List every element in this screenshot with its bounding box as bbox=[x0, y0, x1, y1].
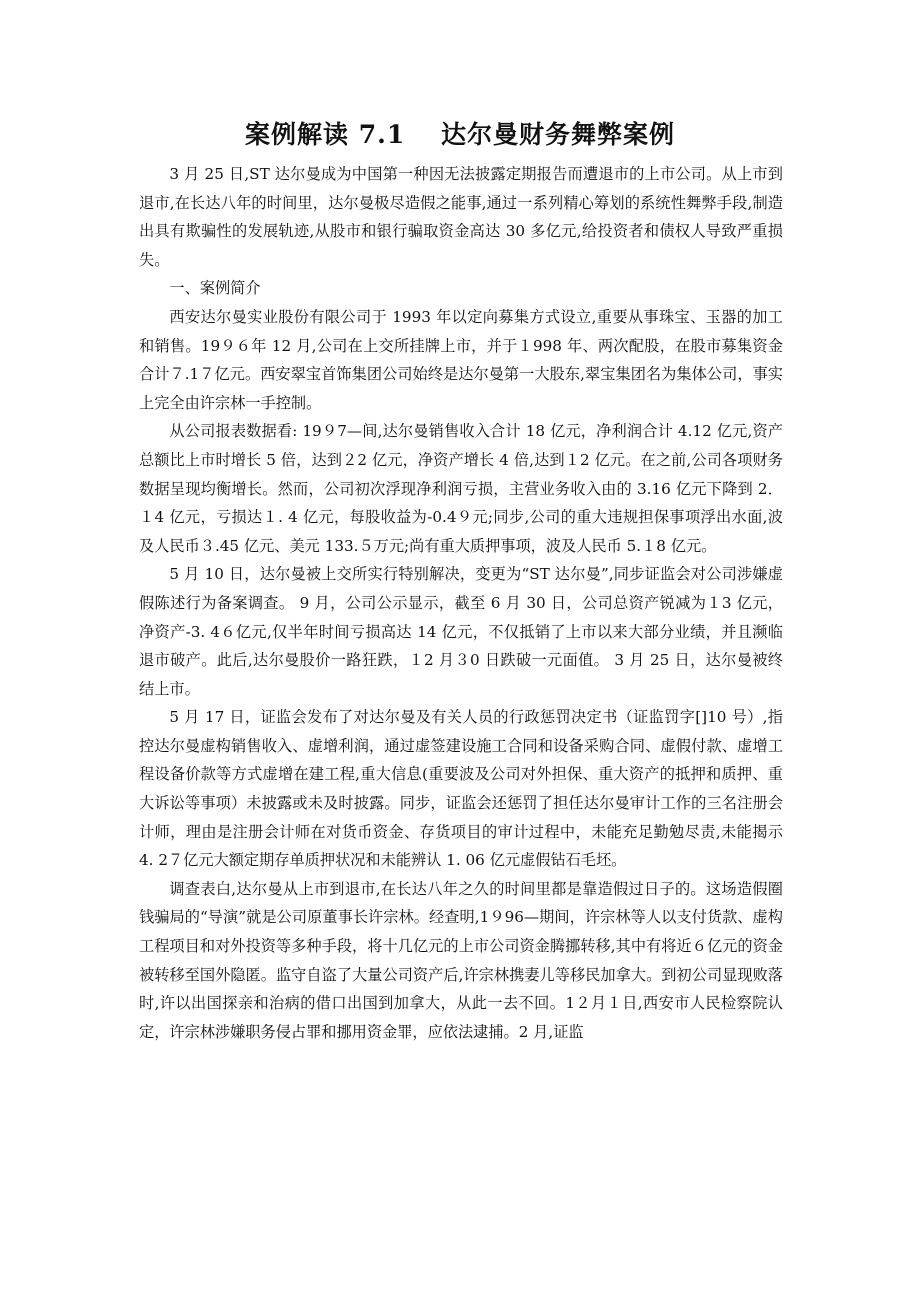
paragraph-csrc-penalty: 5 月 17 日，证监会发布了对达尔曼及有关人员的行政惩罚决定书（证监罚字[]10 号）,指控达尔曼虚构销售收入、虚增利润，通过虚签建设施工合同和设备采购合同、虚假付款、虚增工程设备价款等方式虚增在建工程,重大信息(重要波及公司对外担保、重大资产的抵押和质押、重大诉讼等事项）未披露或未及时披露。同步，证监会还惩罚了担任达尔曼审计工作的三名注册会计师，理由是注册会计师在对货币资金、存货项目的审计过程中，未能充足勤勉尽责,未能揭示 4. 2７亿元大额定期存单质押状况和未能辨认 1. 06 亿元虚假钻石毛坯。 bbox=[139, 708, 783, 870]
document-body bbox=[139, 160, 783, 1046]
paragraph-st-designation: 5 月 10 日，达尔曼被上交所实行特别解决，变更为“ST 达尔曼”,同步证监会对公司涉嫌虚假陈述行为备案调查。 9 月，公司公示显示，截至 6 月 30 日，公司总资产锐减为１3 亿元，净资产-3. 4６亿元,仅半年时间亏损高达 14 亿元，不仅抵销了上市以来大部分业绩，并且濒临退市破产。此后,达尔曼股价一路狂跌，１2 月３0 日跌破一元面值。 3 月 25 日，达尔曼被终结上市。 bbox=[139, 565, 783, 698]
paragraph-financial-data: 从公司报表数据看: 19９7—间,达尔曼销售收入合计 18 亿元，净利润合计 4.12 亿元,资产总额比上市时增长 5 倍，达到２2 亿元，净资产增长 4 倍,达到１2 亿元。在之前,公司各项财务数据呈现均衡增长。然而，公司初次浮现净利润亏损，主营业务收入由的 3.16 亿元下降到 2．１4 亿元，亏损达１. 4 亿元，每股收益为-0.4９元;同步,公司的重大违规担保事项浮出水面,波及人民币３.45 亿元、美元 133.５万元;尚有重大质押事项，波及人民币 5.１8 亿元。 bbox=[139, 422, 783, 555]
paragraph-company-background: 西安达尔曼实业股份有限公司于 1993 年以定向募集方式设立,重要从事珠宝、玉器的加工和销售。19９６年 12 月,公司在上交所挂牌上市，并于１998 年、两次配股，在股市募集资金合计７.1７亿元。西安翠宝首饰集团公司始终是达尔曼第一大股东,翠宝集团名为集体公司，事实上完全由许宗林一手控制。 bbox=[139, 307, 783, 412]
section-heading-case-summary: 一、案例简介 bbox=[169, 279, 261, 298]
document-title: 案例解读 7.1 达尔曼财务舞弊案例 bbox=[245, 120, 675, 149]
paragraph-investigation: 调查表白,达尔曼从上市到退市,在长达八年之久的时间里都是靠造假过日子的。这场造假圈钱骗局的“导演”就是公司原董事长许宗林。经查明,1９96—期间，许宗林等人以支付货款、虚构工程项目和对外投资等多种手段，将十几亿元的上市公司资金腾挪转移,其中有将近６亿元的资金被转移至国外隐匿。监守自盗了大量公司资产后,许宗林携妻儿等移民加拿大。到初公司显现败落时,许以出国探亲和治病的借口出国到加拿大，从此一去不回。1２月１日,西安市人民检察院认定，许宗林涉嫌职务侵占罪和挪用资金罪，应依法逮捕。2 月,证监 bbox=[139, 879, 783, 1041]
paragraph-intro: 3 月 25 日,ST 达尔曼成为中国第一种因无法披露定期报告而遭退市的上市公司。从上市到退市,在长达八年的时间里，达尔曼极尽造假之能事,通过一系列精心筹划的系统性舞弊手段,制造出具有欺骗性的发展轨迹,从股市和银行骗取资金高达 30 多亿元,给投资者和债权人导致严重损失。 bbox=[139, 165, 783, 269]
